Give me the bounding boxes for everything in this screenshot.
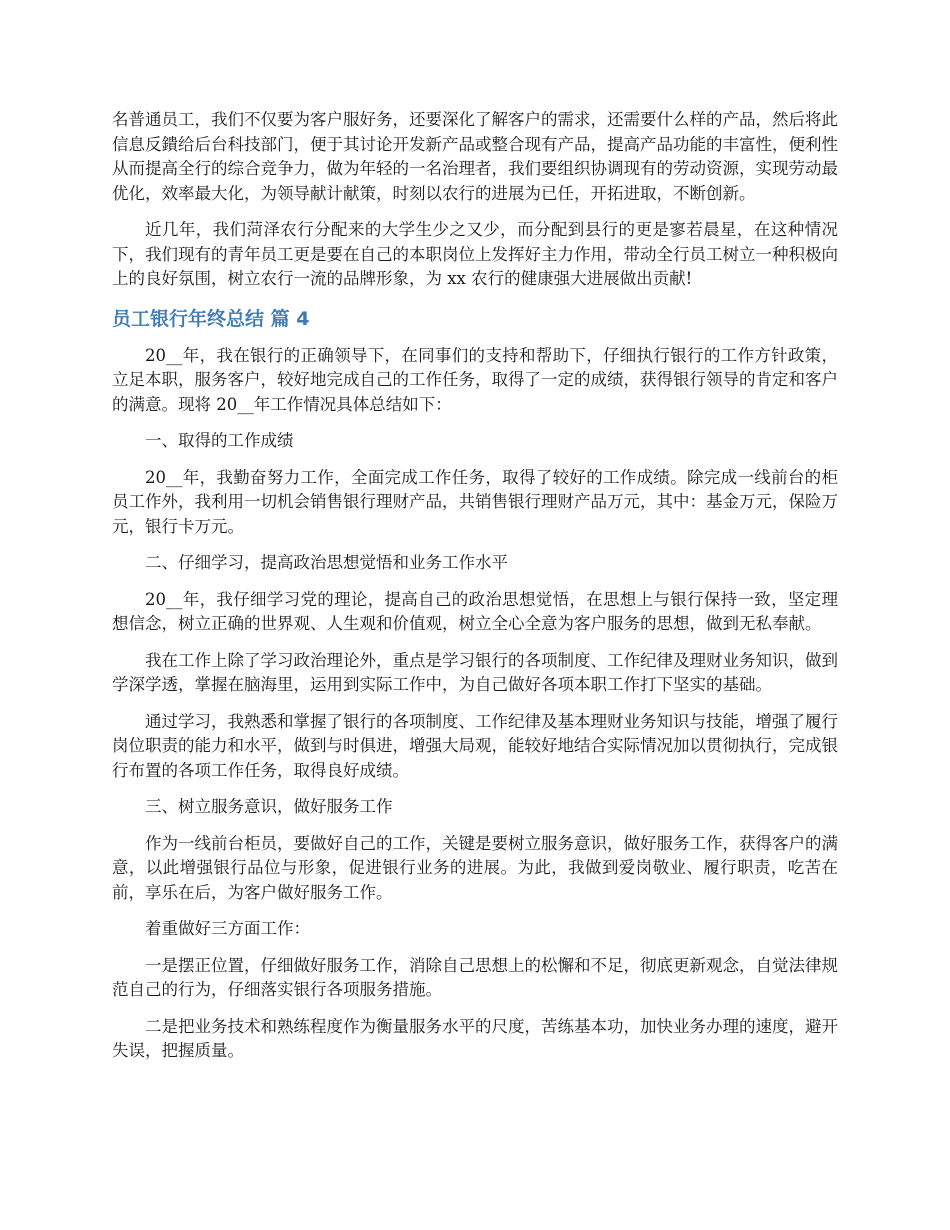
subsection-title: 二、仔细学习，提高政治思想觉悟和业务工作水平 (145, 553, 508, 572)
paragraph: 通过学习，我熟悉和掌握了银行的各项制度、工作纪律及基本理财业务知识与技能，增强了履行岗位职责的能力和水平，做到与时俱进，增强大局观，能较好地结合实际情况加以贯彻执行，完成银行布置的各项工作任务，取得良好成绩。 (112, 711, 838, 780)
section-heading: 员工银行年终总结 篇 4 (112, 307, 310, 330)
paragraph: 作为一线前台柜员，要做好自己的工作，关键是要树立服务意识，做好服务工作，获得客户的满意，以此增强银行品位与形象，促进银行业务的进展。为此，我做到爱岗敬业、履行职责，吃苦在前，享乐在后，为客户做好服务工作。 (112, 833, 838, 902)
subsection-title: 三、树立服务意识，做好服务工作 (145, 797, 393, 816)
paragraph: 着重做好三方面工作： (145, 919, 310, 938)
paragraph: 近几年，我们菏泽农行分配来的大学生少之又少，而分配到县行的更是寥若晨星，在这种情况下，我们现有的青年员工更是要在自己的本职岗位上发挥好主力作用，带动全行员工树立一种积极向上的良好氛围，树立农行一流的品牌形象，为 xx 农行的健康强大进展做出贡献! (112, 220, 838, 288)
paragraph: 20__年，我在银行的正确领导下，在同事们的支持和帮助下，仔细执行银行的工作方针政策，立足本职，服务客户，较好地完成自己的工作任务，取得了一定的成绩，获得银行领导的肯定和客户的满意。现将 20__年工作情况具体总结如下： (112, 345, 838, 414)
paragraph: 20__年，我仔细学习党的理论，提高自己的政治思想觉悟，在思想上与银行保持一致，坚定理想信念，树立正确的世界观、人生观和价值观，树立全心全意为客户服务的思想，做到无私奉献。 (112, 589, 838, 633)
paragraph: 我在工作上除了学习政治理论外，重点是学习银行的各项制度、工作纪律及理财业务知识，做到学深学透，掌握在脑海里，运用到实际工作中，为自己做好各项本职工作打下坚实的基础。 (112, 650, 838, 694)
paragraph: 20__年，我勤奋努力工作，全面完成工作任务，取得了较好的工作成绩。除完成一线前台的柜员工作外，我利用一切机会销售银行理财产品，共销售银行理财产品万元，其中：基金万元，保险万元，银行卡万元。 (112, 467, 838, 536)
paragraph: 一是摆正位置，仔细做好服务工作，消除自己思想上的松懈和不足，彻底更新观念，自觉法律规范自己的行为，仔细落实银行各项服务措施。 (112, 955, 838, 999)
paragraph: 二是把业务技术和熟练程度作为衡量服务水平的尺度，苦练基本功，加快业务办理的速度，避开失误，把握质量。 (112, 1016, 838, 1060)
paragraph: 名普通员工，我们不仅要为客户服好务，还要深化了解客户的需求，还需要什么样的产品，然后将此信息反鐀给后台科技部门，便于其讨论开发新产品或整合现有产品，提高产品功能的丰富性，便利性从而提高全行的综合竞争力，做为年轻的一名治理者，我们要组织协调现有的劳动资源，实现劳动最优化，效率最大化，为领导献计献策，时刻以农行的进展为已任，开拓进取，不断创新。 (112, 110, 838, 203)
subsection-title: 一、取得的工作成绩 (145, 431, 294, 450)
